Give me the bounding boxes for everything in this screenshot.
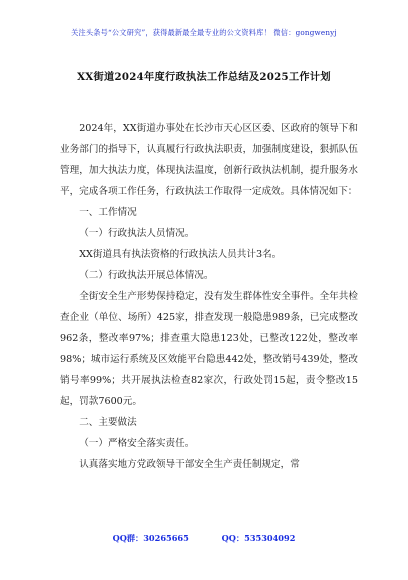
heading-work-status: 一、工作情况: [79, 207, 137, 218]
paragraph-intro: 2024年，XX街道办事处在长沙市天心区区委、区政府的领导下和业务部门的指导下，认真履行行政执法职责，加强制度建设，狠抓队伍管理，加大执法力度，体现执法温度，创新行政执法机制，提升服务水平，完成各项工作任务，行政执法工作取得一定成效。具体情况如下：: [60, 123, 358, 197]
heading-enforcement-overview: （二）行政执法开展总体情况。: [79, 270, 214, 281]
paragraph-safety-stats: 全街安全生产形势保持稳定，没有发生群体性安全事件。全年共检查企业（单位、场所）425家，排查发现一般隐患989条，已完成整改962条，整改率97%；排查重大隐患123处，已整改122处，整改率98%；城市运行系统及区效能平台隐患442处，整改销号439处，整改销号率99%；共开展执法检查82家次，行政处罚15起，责令整改15起，罚款7600元。: [60, 291, 358, 407]
document-title: XX街道2024年度行政执法工作总结及2025工作计划: [77, 71, 331, 83]
heading-main-practices: 二、主要做法: [79, 417, 137, 428]
document-body: [60, 118, 358, 475]
heading-enforcement-staff: （一）行政执法人员情况。: [79, 228, 195, 239]
paragraph-responsibility: 认真落实地方党政领导干部安全生产责任制规定，常: [79, 459, 300, 470]
heading-safety-responsibility: （一）严格安全落实责任。: [79, 438, 195, 449]
paragraph-staff-count: XX街道具有执法资格的行政执法人员共计3名。: [79, 249, 282, 260]
header-banner: 关注头条号“公文研究”，获得最新最全最专业的公文资料库！ 微信：gongwenyj: [71, 28, 337, 37]
footer-contact: [0, 533, 408, 544]
footer-qq-group: QQ群：30265665: [112, 533, 189, 543]
footer-qq-number: QQ：535304092: [221, 533, 296, 543]
